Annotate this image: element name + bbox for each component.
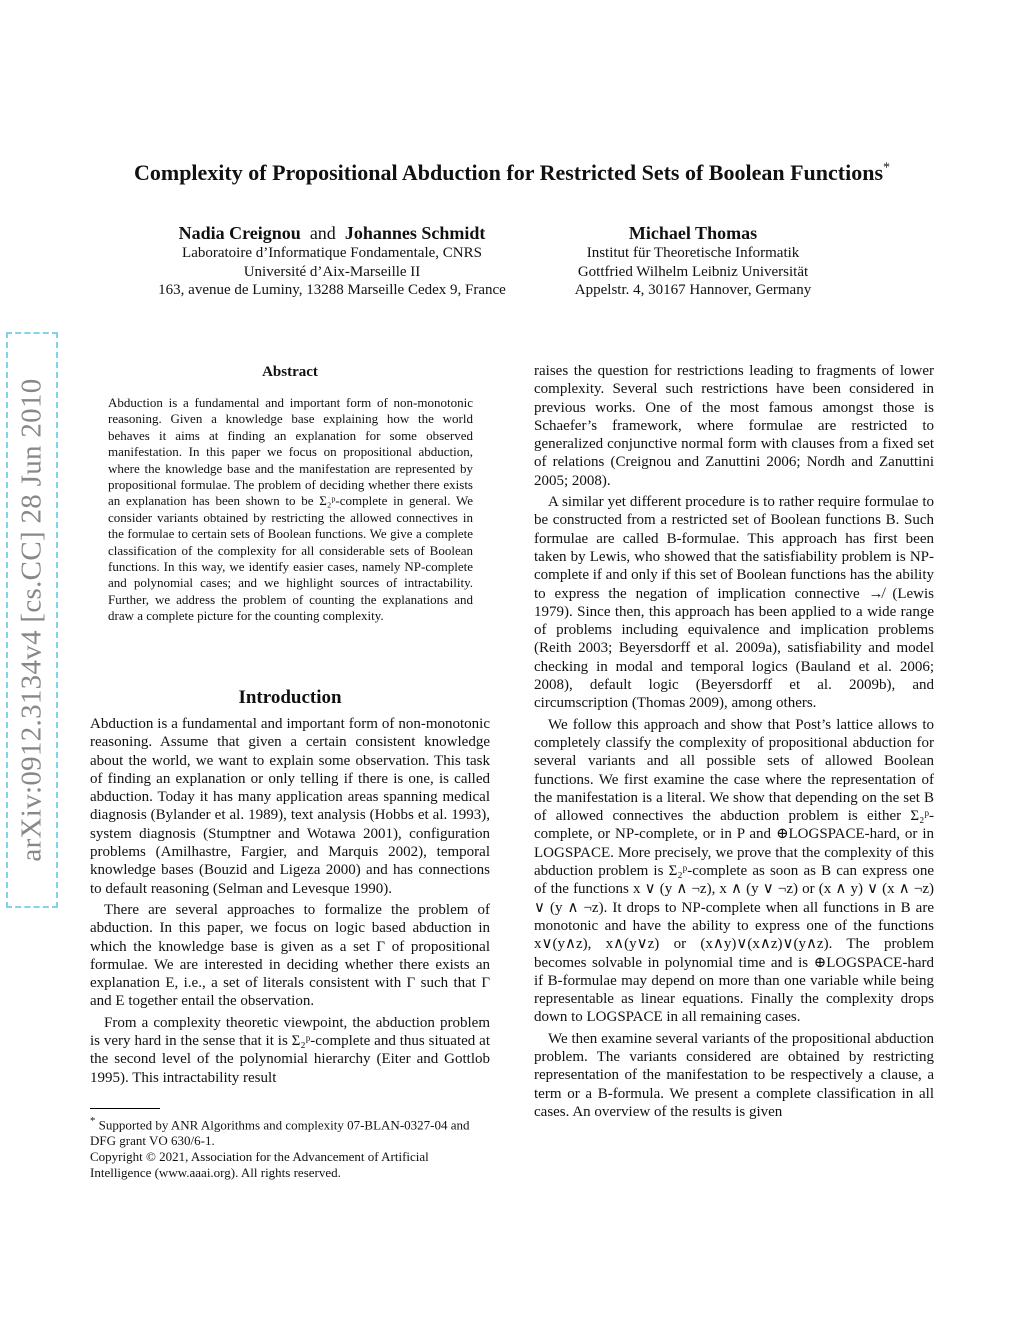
- arxiv-identifier: arXiv:0912.3134v4 [cs.CC] 28 Jun 2010: [15, 378, 48, 862]
- paragraph: We then examine several variants of the propositional abduction problem. The variants considered are obtained by restricting representation of the manifestation to be respectively a clause, a term or a B-formula. We present a complete classification in all cases. An overview of the results is given: [534, 1030, 934, 1120]
- right-column: [534, 362, 934, 1124]
- footnote: [90, 1113, 490, 1181]
- copyright-notice: Copyright © 2021, Association for the Advancement of Artificial Intelligence (www.aaai.org). All rights reserved.: [90, 1149, 429, 1181]
- abstract-heading: Abstract: [262, 364, 318, 380]
- affiliation-line: Laboratoire d’Informatique Fondamentale, CNRS: [182, 245, 482, 261]
- affiliation-line: Institut für Theoretische Informatik: [586, 245, 800, 261]
- title-footnote-mark: *: [883, 160, 891, 176]
- left-column: [90, 715, 490, 1090]
- paragraph: From a complexity theoretic viewpoint, the abduction problem is very hard in the sense that it is Σ₂ᵖ-complete and thus situated at the second level of the polynomial hierarchy (Eiter and Gottlob 1995). This intractability result: [90, 1014, 490, 1086]
- paragraph: We follow this approach and show that Post’s lattice allows to completely classify the complexity of propositional abduction for several variants and all possible sets of allowed Boolean functions. We first examine the case where the representation of the manifestation is a literal. We show that depending on the set B of allowed connectives the abduction problem is either Σ₂ᵖ-complete, or NP-complete, or in P and ⊕LOGSPACE-hard, or in LOGSPACE. More precisely, we prove that the complexity of this abduction problem is Σ₂ᵖ-complete as soon as B can express one of the functions x ∨ (y ∧ ¬z), x ∧ (y ∨ ¬z) or (x ∧ y) ∨ (x ∧ ¬z) ∨ (y ∧ ¬z). It drops to NP-complete when all functions in B are monotonic and have the ability to express one of the functions x∨(y∧z), x∧(y∨z) or (x∧y)∨(x∧z)∨(y∧z). The problem becomes solvable in polynomial time and is ⊕LOGSPACE-hard if B-formulae may depend on more than one variable while being representable as linear equations. Finally the complexity drops down to LOGSPACE in all remaining cases.: [534, 716, 934, 1026]
- affiliation-line: 163, avenue de Luminy, 13288 Marseille Cedex 9, France: [158, 282, 506, 298]
- footnote-rule: [90, 1108, 160, 1109]
- author-conjunction: and: [309, 223, 336, 243]
- paragraph: raises the question for restrictions leading to fragments of lower complexity. Several such restrictions have been considered in previous works. One of the most famous amongst those is Schaefer’s framework, where formulae are restricted to generalized conjunctive normal form with clauses from a fixed set of relations (Creignou and Zanuttini 2006; Nordh and Zanuttini 2005; 2008).: [534, 363, 934, 489]
- introduction-heading: Introduction: [238, 687, 342, 708]
- affiliation-line: Université d’Aix-Marseille II: [243, 263, 421, 280]
- author-name: Nadia Creignou: [178, 223, 301, 243]
- paper-title: Complexity of Propositional Abduction for Restricted Sets of Boolean Functions*: [133, 160, 891, 185]
- affiliation-line: Gottfried Wilhelm Leibniz Universität: [577, 263, 809, 280]
- arxiv-stamp: [6, 332, 58, 908]
- abstract-body: Abduction is a fundamental and important form of non-monotonic reasoning. Given a knowledge base explaining how the world behaves it aims at finding an explanation for some observed manifestation. In this paper we focus on propositional abduction, where the knowledge base and the manifestation are represented by propositional formulae. The problem of deciding whether there exists an explanation has been shown to be Σ₂ᵖ-complete in general. We consider variants obtained by restricting the allowed connectives in the formulae to certain sets of Boolean functions. We give a complete classification of the complexity for all considerable sets of Boolean functions. In this way, we identify easier cases, namely NP-complete and polynomial cases; and we highlight sources of intractability. Further, we address the problem of counting the explanations and draw a complete picture for the counting complexity.: [108, 395, 473, 624]
- author-name: Michael Thomas: [628, 223, 758, 243]
- author-name: Johannes Schmidt: [344, 223, 486, 243]
- paragraph: A similar yet different procedure is to rather require formulae to be constructed from a restricted set of Boolean functions B. Such formulae are called B-formulae. This approach has first been taken by Lewis, who showed that the satisfiability problem is NP-complete if and only if this set of Boolean functions has the ability to express the negation of implication connective ↛ (Lewis 1979). Since then, this approach has been applied to a wide range of problems including equivalence and implication problems (Reith 2003; Beyersdorff et al. 2009a), satisfiability and model checking in modal and temporal logics (Bauland et al. 2006; 2008), default logic (Beyersdorff et al. 2009b), and circumscription (Thomas 2009), among others.: [534, 494, 934, 712]
- authors-left: [110, 222, 554, 300]
- paragraph: There are several approaches to formalize the problem of abduction. In this paper, we focus on logic based abduction in which the knowledge base is given as a set Γ of propositional formulae. We are interested in deciding whether there exists an explanation E, i.e., a set of literals consistent with Γ such that Γ and E together entail the observation.: [90, 901, 490, 1010]
- footnote-text: * Supported by ANR Algorithms and complexity 07-BLAN-0327-04 and DFG grant VO 630/6-1.: [90, 1115, 470, 1149]
- affiliation-line: Appelstr. 4, 30167 Hannover, Germany: [574, 282, 812, 298]
- authors-right: [558, 222, 828, 300]
- paragraph: Abduction is a fundamental and important form of non-monotonic reasoning. Assume that given a certain consistent knowledge about the world, we want to explain some observation. This task of finding an explanation or only telling if there is one, is called abduction. Today it has many application areas spanning medical diagnosis (Bylander et al. 1989), text analysis (Hobbs et al. 1993), system diagnosis (Stumptner and Wotawa 2001), configuration problems (Amilhastre, Fargier, and Marquis 2002), temporal knowledge bases (Bouzid and Ligeza 2000) and has connections to default reasoning (Selman and Levesque 1990).: [90, 716, 490, 897]
